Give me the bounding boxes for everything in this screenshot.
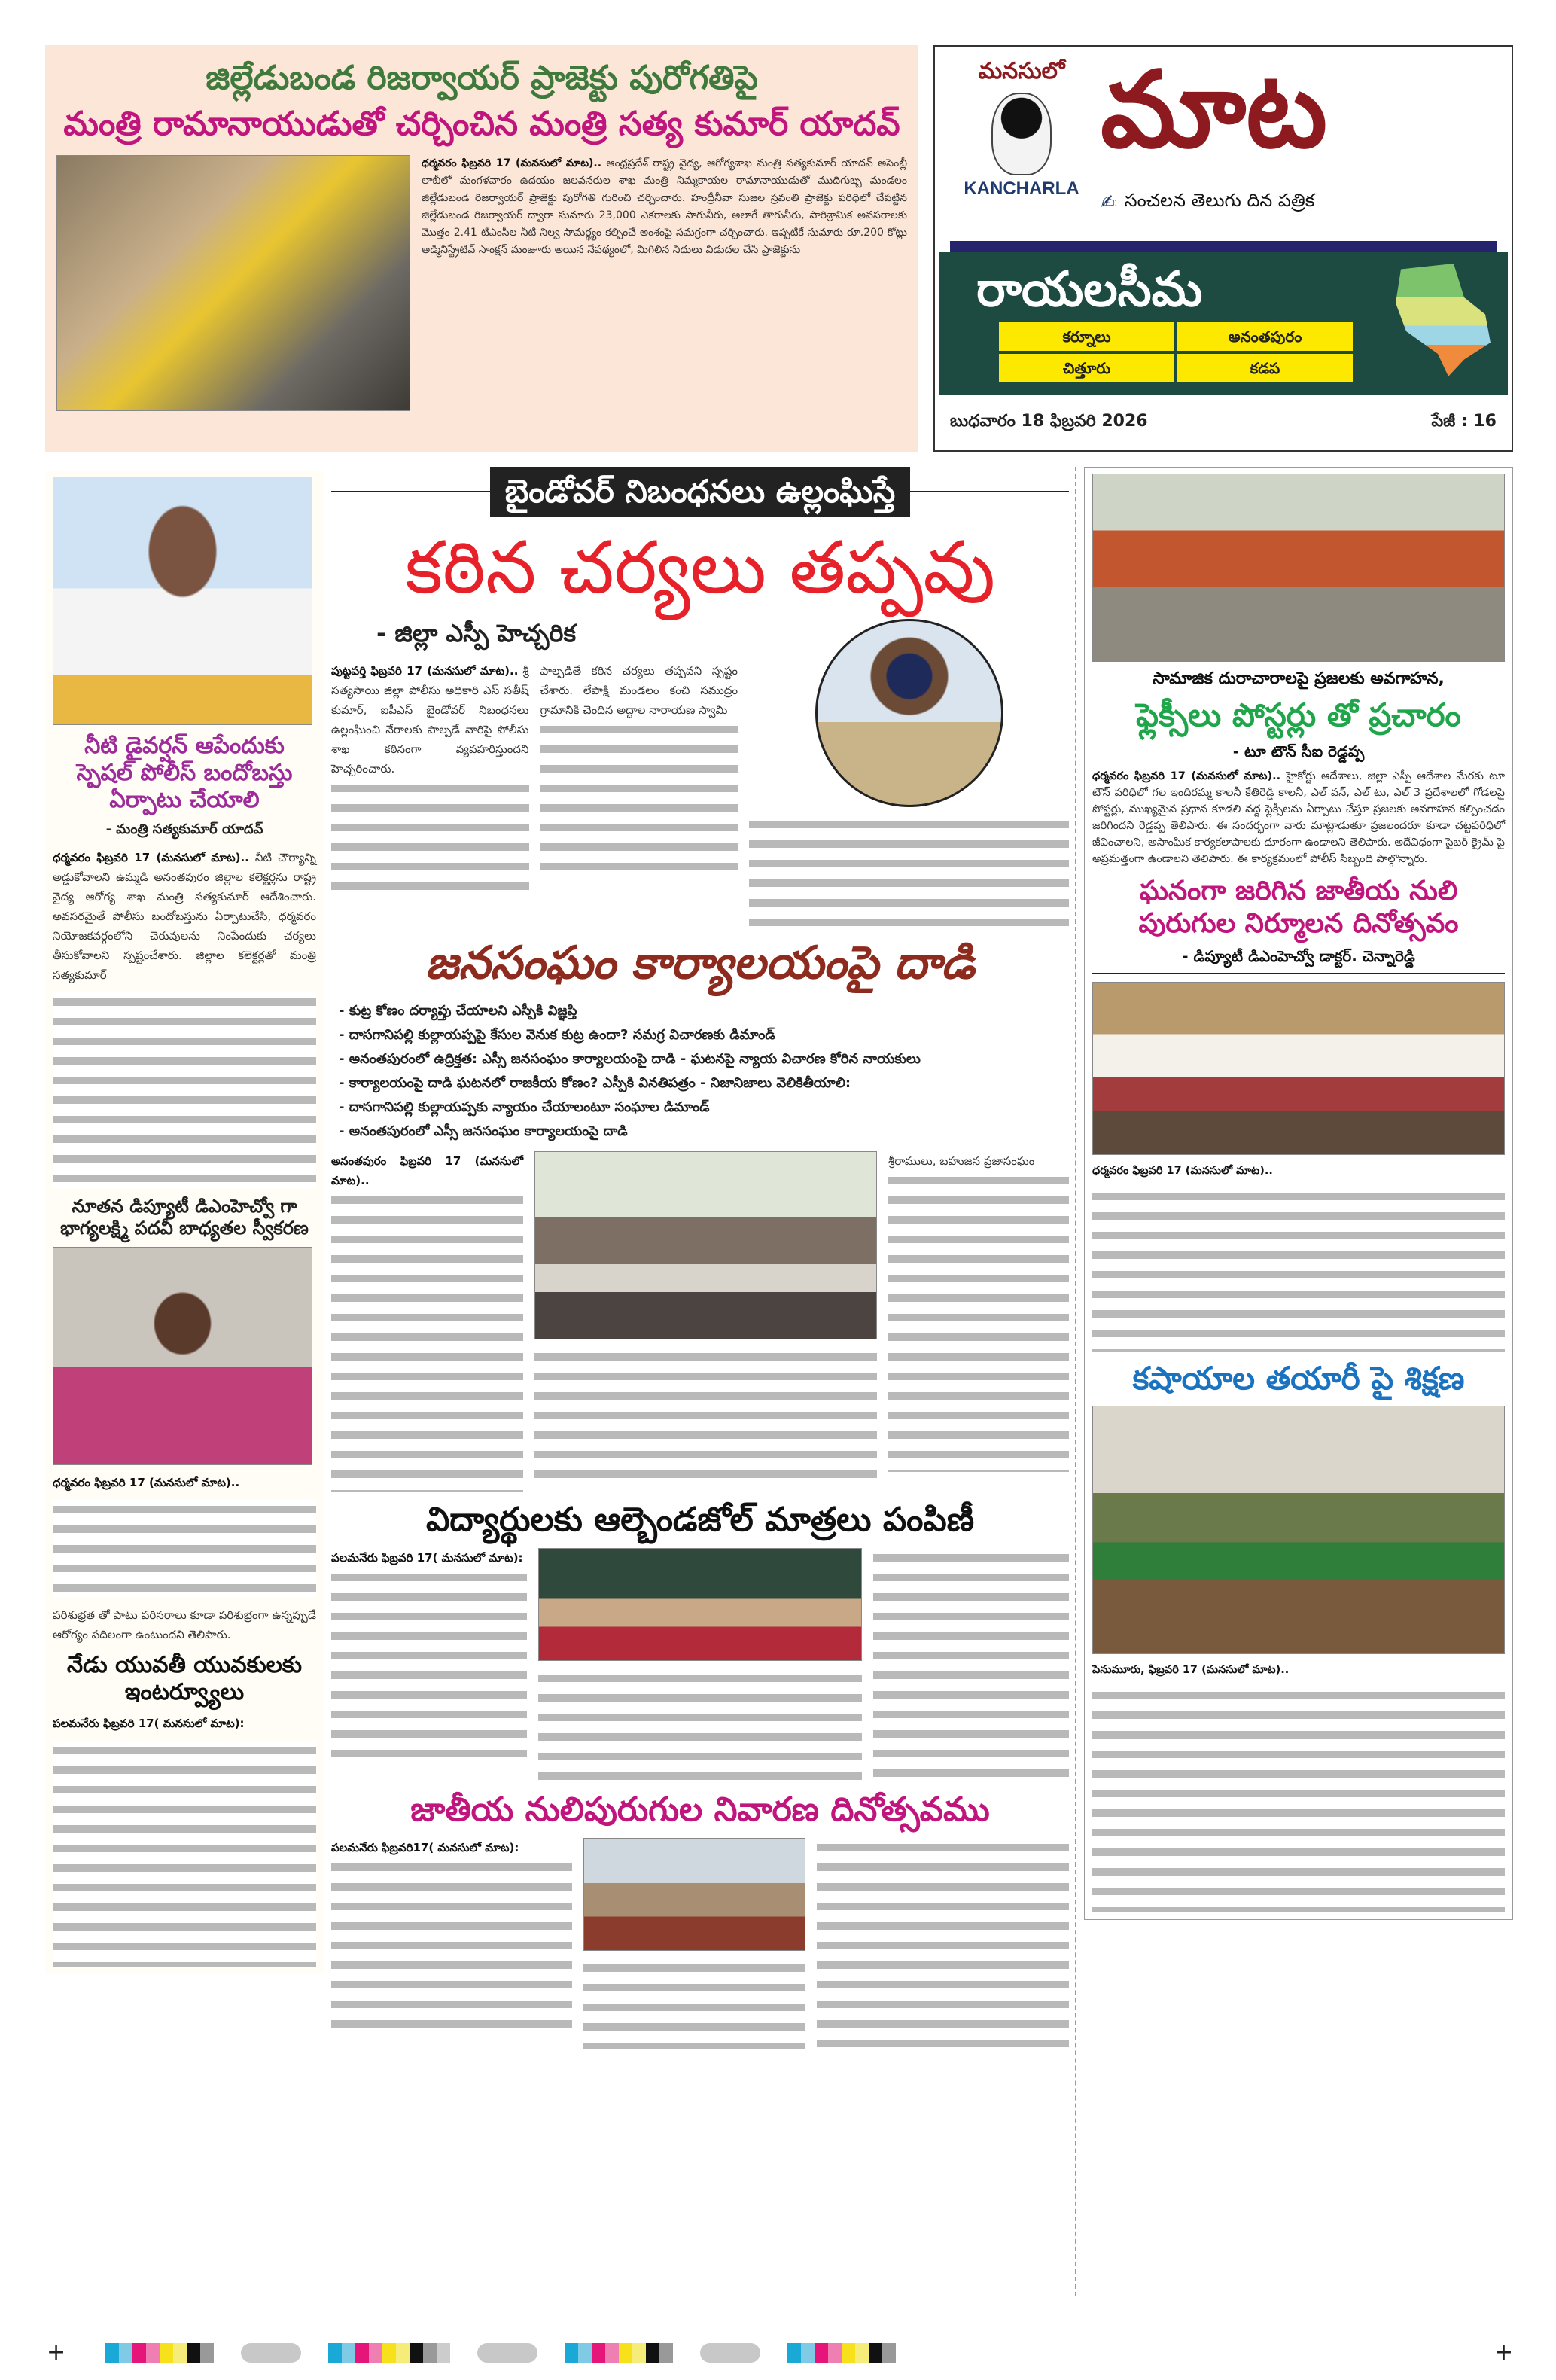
text-lines <box>540 720 738 870</box>
story-body <box>53 848 316 985</box>
story-body-col2 <box>583 1838 805 2049</box>
dateline: ధర్మవరం ఫిబ్రవరి 17 (మనసులో మాట).. <box>53 851 249 864</box>
story-body-col3 <box>749 815 1069 928</box>
tagline: సంచలన తెలుగు దిన పత్రిక <box>1124 190 1315 211</box>
byline: - టూ టౌన్ సీఐ రెడ్డప్ప <box>1232 742 1365 760</box>
gray-pill <box>700 2343 760 2363</box>
edition-title: రాయలసీమ <box>976 262 1203 318</box>
story-body-col2 <box>534 1151 877 1492</box>
dateline: పెనుమూరు, ఫిబ్రవరి 17 (మనసులో మాట).. <box>1092 1663 1290 1676</box>
bullet-item: - అనంతపురంలో ఉద్రిక్తత: ఎస్సీ జనసంఘం కార్యాలయంపై దాడి - ఘటనపై న్యాయ విచారణ కోరిన నాయకులు <box>339 1050 921 1067</box>
story-body <box>331 1838 572 1857</box>
masthead <box>933 45 1513 452</box>
story-body-col1 <box>331 1548 527 1781</box>
center-column <box>331 467 1069 2049</box>
training-photo <box>1092 1406 1505 1654</box>
article-text: శ్రీ సత్యసాయి జిల్లా పోలీసు అధికారి ఎస్ సతీష్ కుమార్, ఐపీఎస్ బైండోవర్ నిబంధనలు ఉల్లంఘించి నేరాలకు పాల్పడే వారిపై పోలీసు శాఖ కఠినంగా వ్యవహరిస్తుందని హెచ్చరించారు. <box>331 663 529 776</box>
minister-portrait <box>53 477 312 725</box>
bullet-item: - దాసగానిపల్లి కుల్లాయప్పపై కేసుల వెనుక కుట్ర ఉందా? సమగ్ర విచారణకు డిమాండ్ <box>339 1026 775 1043</box>
dateline: పలమనేరు ఫిబ్రవరి17( మనసులో మాట): <box>331 1840 519 1854</box>
column-divider <box>1075 467 1076 2296</box>
bullet-list <box>331 999 1069 1144</box>
school-health-photo <box>1092 982 1505 1155</box>
article-text: పాల్పడితే కఠిన చర్యలు తప్పవని స్పష్టం చేశారు. లేపాక్షి మండలం కంచి సముద్రం గ్రామానికి చెందిన అద్దాల నారాయణ స్వామి <box>540 663 738 717</box>
top-story-headline-1: జిల్లేడుబండ రిజర్వాయర్ ప్రాజెక్టు పురోగతిపై <box>206 59 758 97</box>
brand-name: KANCHARLA <box>964 178 1079 199</box>
story-body-col1 <box>331 1838 572 2049</box>
story-closing: పరిశుభ్రత తో పాటు పరిసరాలు కూడా పరిశుభ్రంగా ఉన్నప్పుడే ఆరోగ్యం పదిలంగా ఉంటుందని తెలిపారు. <box>53 1607 316 1641</box>
lead-story-right <box>749 619 1069 928</box>
story-headline: ఫ్లెక్సీలు పోస్టర్లు తో ప్రచారం <box>1136 696 1461 734</box>
main-headline: కఠిన చర్యలు తప్పవు <box>404 525 996 610</box>
poster-photo <box>1092 474 1505 662</box>
text-lines <box>534 1347 877 1490</box>
lead-story-columns <box>331 661 738 899</box>
text-lines <box>331 779 529 899</box>
story-body <box>1092 768 1505 867</box>
dateline: ధర్మవరం ఫిబ్రవరి 17 (మనసులో మాట).. <box>1092 1165 1273 1178</box>
top-story-content <box>56 155 907 411</box>
dateline: ధర్మవరం ఫిబ్రవరి 17 (మనసులో మాట).. <box>53 1475 240 1489</box>
logo-right <box>1093 49 1497 235</box>
story-headline: నూతన డిప్యూటీ డిఎంహెచ్వో గా భాగ్యలక్ష్మి పదవీ బాధ్యతల స్వీకరణ <box>60 1196 309 1239</box>
protest-photo <box>534 1151 877 1339</box>
divider <box>1092 973 1505 974</box>
text-lines <box>1092 1686 1505 1912</box>
story2-content <box>331 1151 1069 1492</box>
officer-portrait <box>53 1247 312 1465</box>
lead-story <box>331 619 1069 928</box>
story-body <box>53 1473 316 1492</box>
health-camp-photo <box>583 1838 805 1951</box>
dateline: పలమనేరు ఫిబ్రవరి 17( మనసులో మాట): <box>53 1716 245 1730</box>
bullet-item: - కుట్ర కోణం దర్యాప్తు చేయాలని ఎస్పీకి విజ్ఞప్తి <box>339 1002 577 1019</box>
district-grid <box>999 322 1353 382</box>
story-body <box>331 1151 523 1190</box>
left-column <box>45 471 324 1974</box>
bullet-item: - అనంతపురంలో ఎస్సీ జనసంఘం కార్యాలయంపై దాడి <box>339 1123 628 1139</box>
sp-portrait <box>815 619 1003 807</box>
story-headline: విద్యార్థులకు ఆల్బెండజోల్ మాత్రలు పంపిణీ <box>425 1500 975 1539</box>
mascot-icon <box>991 93 1052 175</box>
story-body <box>1092 1662 1505 1678</box>
tagline-row <box>1101 190 1497 215</box>
story-body <box>1092 1163 1505 1179</box>
swatch-group <box>328 2343 450 2363</box>
story4-content <box>331 1838 1069 2049</box>
kicker-rule <box>910 491 1069 492</box>
text-lines <box>583 1958 805 2049</box>
kicker-row <box>331 467 1069 517</box>
byline: - డిప్యూటీ డిఎంహెచ్వో డాక్టర్. చెన్నారెడ్డి <box>1182 947 1415 966</box>
edition-bar <box>950 241 1497 252</box>
top-story-body <box>422 155 907 411</box>
byline: - మంత్రి సత్యకుమార్ యాదవ్ <box>105 821 263 837</box>
right-column <box>1084 467 1513 1920</box>
story3-content <box>331 1548 1069 1781</box>
story-headline: నేడు యువతీ యువకులకు ఇంటర్వ్యూలు <box>67 1651 302 1705</box>
bullet-item: - కార్యాలయంపై దాడి ఘటనలో రాజకీయ కోణం? ఎస్పీకి వినతిపత్రం - నిజానిజాలు వెలికితీయాలి: <box>339 1074 851 1091</box>
district-chittoor[interactable]: చిత్తూరు <box>999 354 1174 382</box>
kicker: బైండోవర్ నిబంధనలు ఉల్లంఘిస్తే <box>490 467 910 517</box>
text-lines <box>331 1857 572 2038</box>
story-headline: ఘనంగా జరిగిన జాతీయ నులి పురుగుల నిర్మూలన దినోత్సవం <box>1138 875 1459 939</box>
bullet-item: - దాసగానిపల్లి కుల్లాయప్పకు న్యాయం చేయాలంటూ సంఘాల డిమాండ్ <box>339 1099 710 1115</box>
issue-info <box>935 395 1512 434</box>
story-body <box>331 1548 527 1568</box>
dateline: పుట్టపర్తి ఫిబ్రవరి 17 (మనసులో మాట).. <box>331 663 519 678</box>
story-body-col1 <box>331 1151 523 1492</box>
logo-big: మాట <box>1101 49 1328 172</box>
byline: - జిల్లా ఎస్పీ హెచ్చరిక <box>376 618 577 648</box>
top-story-photo <box>56 155 410 411</box>
top-story <box>45 45 918 452</box>
gray-pill <box>241 2343 301 2363</box>
registration-mark-left: + <box>47 2339 66 2366</box>
swatch-group <box>565 2343 673 2363</box>
dateline: ధర్మవరం ఫిబ్రవరి 17 (మనసులో మాట).. <box>422 157 602 169</box>
dateline: ధర్మవరం ఫిబ్రవరి 17 (మనసులో మాట).. <box>1092 769 1281 782</box>
text-lines <box>1092 1187 1505 1352</box>
text-lines <box>53 992 316 1188</box>
gray-pill <box>477 2343 537 2363</box>
dateline: అనంతపురం ఫిబ్రవరి 17 (మనసులో మాట).. <box>331 1153 523 1187</box>
issue-date: బుధవారం 18 ఫిబ్రవరి 2026 <box>950 412 1148 431</box>
story-body <box>331 661 529 779</box>
text-lines <box>331 1190 523 1492</box>
text-lines <box>53 1500 316 1598</box>
district-kurnool[interactable]: కర్నూలు <box>999 322 1174 351</box>
lead-story-left <box>331 619 738 928</box>
article-text: శ్రీరాములు, బహుజన ప్రజాసంఘం <box>888 1153 1035 1168</box>
story-headline: నీటి డైవర్షన్ ఆపేందుకు స్పెషల్ పోలీస్ బందోబస్తు ఏర్పాటు చేయాలి <box>76 733 293 813</box>
text-lines <box>538 1668 862 1781</box>
story-body-col3 <box>888 1151 1069 1492</box>
swatch-group <box>787 2343 896 2363</box>
story-body <box>53 1714 316 1733</box>
article-text: హైకోర్టు ఆదేశాలు, జిల్లా ఎస్పీ ఆదేశాల మేరకు టూ టౌన్ పరిధిలో గల ఇందిరమ్మ కాలనీ కేతిరెడ్డి కాలనీ, ఎల్ వన్, ఎల్ టు, ఎల్ 3 ప్రదేశాలలో గోడలపై పోస్టర్లు, ముఖ్యమైన ప్రధాన కూడలి వద్ద ఫ్లెక్సీలను ఏర్పాటు చేస్తూ ప్రజలకు అవగాహన కల్పించడం జరిగిందని రెడ్డప్ప తెలిపారు. ఈ సందర్భంగా వారు మాట్లాడుతూ ప్రజలందరూ కూడా చట్టపరిధిలో జీవించాలని, అసాంఘిక కార్యకలాపాలకు దూరంగా ఉండాలని తెలిపారు. అదేవిధంగా సైబర్ క్రైమ్ పై అప్రమత్తంగా ఉండాలని తెలిపారు. ఈ కార్యక్రమంలో పోలీస్ సిబ్బంది పాల్గొన్నారు. <box>1092 769 1506 865</box>
kicker-rule <box>331 491 490 492</box>
story-kicker: సామాజిక దురాచారాలపై ప్రజలకు అవగాహన, <box>1153 669 1445 688</box>
story-headline: జాతీయ నులిపురుగుల నివారణ దినోత్సవము <box>410 1790 990 1829</box>
swatch-group <box>105 2343 214 2363</box>
story-headline: జనసంఘం కార్యాలయంపై దాడి <box>425 936 975 989</box>
top-story-headline-2: మంత్రి రామానాయుడుతో చర్చించిన మంత్రి సత్య కుమార్ యాదవ్ <box>63 104 900 143</box>
district-anantapur[interactable]: అనంతపురం <box>1177 322 1353 351</box>
story-body-col3 <box>873 1548 1069 1781</box>
district-kadapa[interactable]: కడప <box>1177 354 1353 382</box>
print-color-bar <box>105 2343 1475 2363</box>
story-headline: కషాయాల తయారీ పై శిక్షణ <box>1132 1360 1465 1397</box>
text-lines <box>331 1568 527 1763</box>
pen-icon: ✍ <box>1101 191 1117 214</box>
text-lines <box>53 1741 316 1967</box>
registration-mark-right: + <box>1494 2339 1514 2366</box>
story-body-col2 <box>538 1548 862 1781</box>
logo-area <box>935 47 1512 235</box>
text-lines <box>888 1171 1069 1472</box>
story-body-col2 <box>540 661 738 899</box>
story-body-col1 <box>331 661 529 899</box>
classroom-photo <box>538 1548 862 1661</box>
article-text: ఆంధ్రప్రదేశ్ రాష్ట్ర వైద్య, ఆరోగ్యశాఖ మంత్రి సత్యకుమార్ యాదవ్ అసెంబ్లీ లాబీలో మంగళవారం ఉదయం జలవనరుల శాఖ మంత్రి నిమ్మకాయల రామానాయుడుతో ముదిగుబ్బ మండలం జిల్లేడుబండ రిజర్వాయర్ ప్రాజెక్టు పురోగతి గురించి చర్చించారు. హంద్రీనీవా సుజల స్రవంతి ప్రాజెక్టు పరిధిలో చేపట్టిన జిల్లేడుబండ రిజర్వాయర్ ద్వారా సుమారు 23,000 ఎకరాలకు సాగునీరు, అలాగే తాగునీరు, పారిశ్రామిక అవసరాలకు మొత్తం 2.41 టీఎంసీల నీటి నిల్వ సామర్థ్యం కల్పించే అంశంపై సమగ్రంగా చర్చించారు. ఇప్పటికే సుమారు రూ.200 కోట్లు అడ్మినిస్ట్రేటివ్ సాంక్షన్ మంజూరు అయిన నేపథ్యంలో, మిగిలిన నిధులు విడుదల చేసి ప్రాజెక్టును <box>422 157 907 256</box>
story-body-col3 <box>817 1838 1069 2049</box>
page-number: పేజీ : 16 <box>1431 412 1497 431</box>
logo-small: మనసులో <box>978 58 1065 84</box>
edition-banner <box>939 252 1508 395</box>
logo-left <box>950 58 1093 235</box>
article-text: నీటి చౌర్యాన్ని అడ్డుకోవాలని ఉమ్మడి అనంతపురం జిల్లాల కలెక్టర్లను రాష్ట్ర వైద్య ఆరోగ్య శాఖ మంత్రి సత్యకుమార్ ఆదేశించారు. అవసరమైతే పోలీసు బందోబస్తును ఏర్పాటుచేసి, ధర్మవరం నియోజకవర్గంలోని చెరువులను నింపేందుకు చర్యలు తీసుకోవాలని స్పష్టంచేశారు. జిల్లాల కలెక్టర్లతో మంత్రి సత్యకుమార్ <box>53 851 316 982</box>
dateline: పలమనేరు ఫిబ్రవరి 17( మనసులో మాట): <box>331 1550 523 1565</box>
